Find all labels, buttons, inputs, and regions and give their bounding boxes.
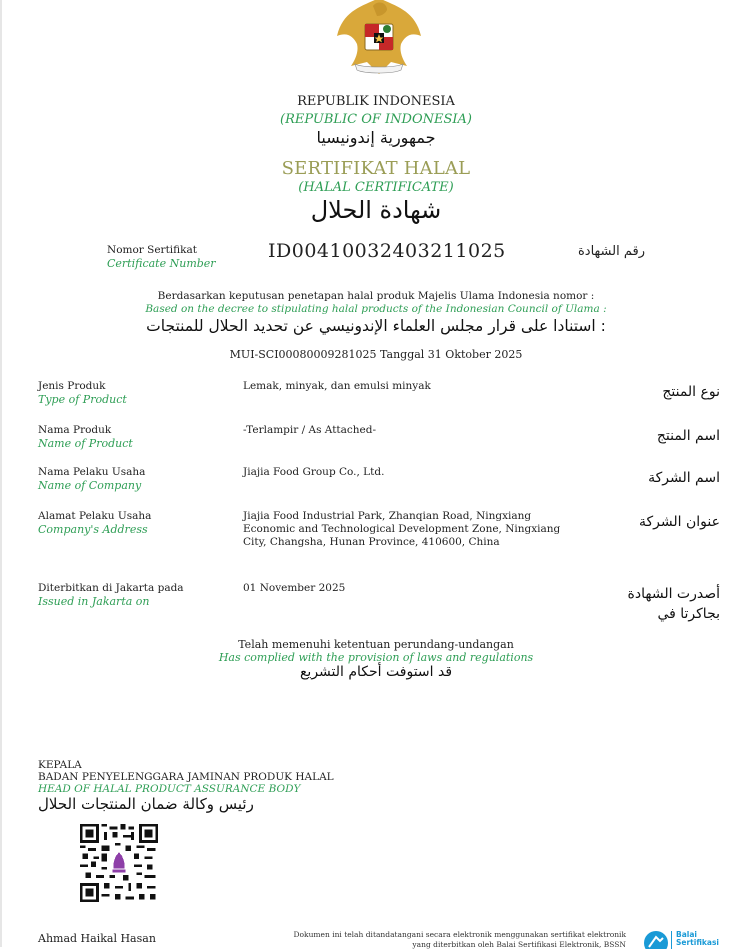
field-value: 01 November 2025 xyxy=(243,582,346,594)
field-label-id: Jenis Produk xyxy=(38,380,106,392)
signatory-title-ar: رئيس وكالة ضمان المنتجات الحلال xyxy=(38,795,254,813)
certificate-number-label-ar: رقم الشهادة xyxy=(578,244,645,259)
field-label-ar: أصدرت الشهادة بجاكرتا في xyxy=(627,586,720,622)
field-label-id: Alamat Pelaku Usaha xyxy=(38,510,152,522)
field-label-en: Name of Company xyxy=(38,479,142,492)
signatory-title-en: HEAD OF HALAL PRODUCT ASSURANCE BODY xyxy=(38,783,301,795)
certificate-number-label-id: Nomor Sertifikat xyxy=(107,244,197,256)
bsre-text-line2: Sertifikasi xyxy=(676,938,719,947)
certificate-title-id: SERTIFIKAT HALAL xyxy=(281,158,471,179)
compliance-text-id: Telah memenuhi ketentuan perundang-undangan xyxy=(238,638,514,651)
certificate-number-label xyxy=(107,243,216,271)
esign-line1: Dokumen ini telah ditandatangani secara elektronik menggunakan sertifikat elektronik xyxy=(293,930,626,939)
field-label-en: Type of Product xyxy=(38,393,127,406)
field-label-ar: عنوان الشركة xyxy=(639,514,720,530)
field-label-en: Company's Address xyxy=(38,523,148,536)
signatory-name: Ahmad Haikal Hasan xyxy=(38,932,156,945)
field-label-id: Diterbitkan di Jakarta pada xyxy=(38,582,184,594)
compliance-statement xyxy=(0,638,752,680)
field-label-id: Nama Produk xyxy=(38,424,112,436)
signatory-title-line1: KEPALA xyxy=(38,759,82,771)
field-value: Jiajia Food Industrial Park, Zhanqian Road, Ningxiang Economic and Technological Development Zone, Ningxiang City, Changsha, Hunan Province, 410600, China xyxy=(243,510,561,548)
compliance-text-en: Has complied with the provision of laws and regulations xyxy=(218,651,534,664)
field-label-ar: اسم الشركة xyxy=(648,470,720,486)
certificate-number-value: ID00410032403211025 xyxy=(268,240,506,262)
qr-code-icon[interactable] xyxy=(80,824,158,902)
decree-text-en: Based on the decree to stipulating halal products of the Indonesian Council of Ulama : xyxy=(145,303,607,315)
decree-number: MUI-SCI00080009281025 Tanggal 31 Oktober 2025 xyxy=(229,348,523,361)
certificate-title-en: (HALAL CERTIFICATE) xyxy=(298,180,454,195)
signatory-title-line2: BADAN PENYELENGGARA JAMINAN PRODUK HALAL xyxy=(38,771,334,783)
signatory-block xyxy=(38,759,334,813)
field-value: Lemak, minyak, dan emulsi minyak xyxy=(243,380,431,392)
garuda-emblem-icon xyxy=(333,0,425,78)
electronic-signature-notice xyxy=(230,930,626,950)
compliance-text-ar: قد استوفت أحكام التشريع xyxy=(299,664,453,680)
certificate-number-label-en: Certificate Number xyxy=(107,257,216,270)
field-label-ar: اسم المنتج xyxy=(656,428,720,444)
country-name-en: (REPUBLIC OF INDONESIA) xyxy=(280,112,472,127)
certificate-title-ar: شهادة الحلال xyxy=(310,196,442,224)
field-label-en: Issued in Jakarta on xyxy=(38,595,150,608)
decree-statement xyxy=(0,290,752,336)
field-value: Jiajia Food Group Co., Ltd. xyxy=(243,466,385,478)
field-label xyxy=(38,466,145,492)
field-label-id: Nama Pelaku Usaha xyxy=(38,466,146,478)
bsre-logo-text xyxy=(676,931,719,947)
country-name-ar: جمهورية إندونيسيا xyxy=(316,128,436,147)
esign-line2: yang diterbitkan oleh Balai Sertifikasi Elektronik, BSSN xyxy=(412,940,626,949)
field-label-en: Name of Product xyxy=(38,437,133,450)
bsre-text-line1: Balai xyxy=(676,930,697,939)
decree-text-ar: استنادا على قرار مجلس العلماء الإندونيسي عن تحديد الحلال للمنتجات : xyxy=(146,317,606,335)
field-label xyxy=(38,510,151,536)
field-label-ar: نوع المنتج xyxy=(662,384,720,400)
field-label xyxy=(38,424,133,450)
field-value: -Terlampir / As Attached- xyxy=(243,424,377,436)
decree-text-id: Berdasarkan keputusan penetapan halal produk Majelis Ulama Indonesia nomor : xyxy=(157,290,595,302)
field-label xyxy=(38,380,127,406)
field-label xyxy=(38,582,184,608)
country-name-id: REPUBLIK INDONESIA xyxy=(297,94,455,109)
